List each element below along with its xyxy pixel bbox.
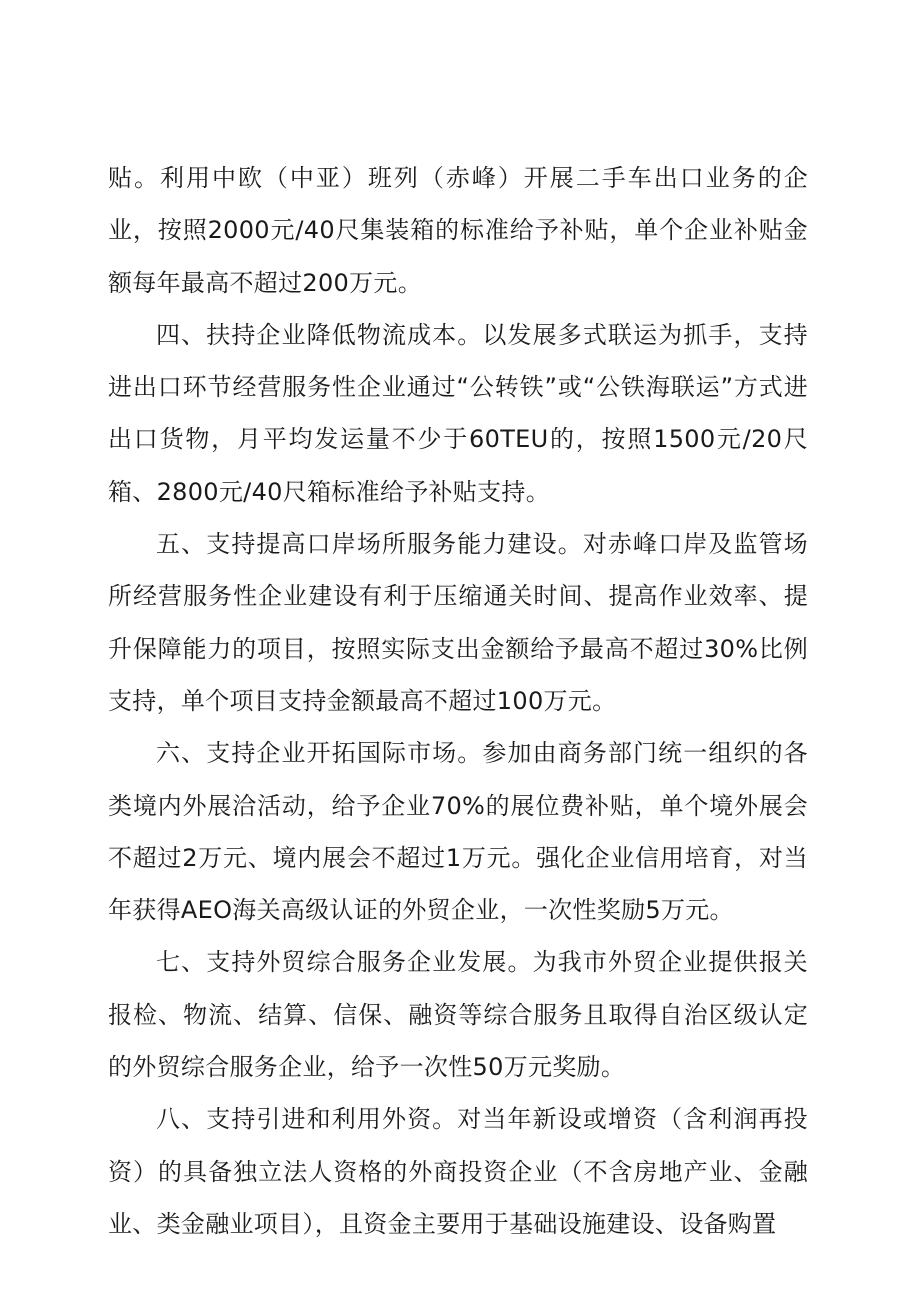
paragraph-item-6: 六、支持企业开拓国际市场。参加由商务部门统一组织的各类境内外展洽活动，给予企业70%的展位费补贴，单个境外展会不超过2万元、境内展会不超过1万元。强化企业信用培育，对当年获得AEO海关高级认证的外贸企业，一次性奖励5万元。 — [108, 739, 808, 925]
paragraph-item-5: 五、支持提高口岸场所服务能力建设。对赤峰口岸及监管场所经营服务性企业建设有利于压缩通关时间、提高作业效率、提升保障能力的项目，按照实际支出金额给予最高不超过30%比例支持，单个项目支持金额最高不超过100万元。 — [108, 530, 808, 715]
document-body — [108, 152, 808, 1250]
paragraph-item-8: 八、支持引进和利用外资。对当年新设或增资（含利润再投资）的具备独立法人资格的外商投资企业（不含房地产业、金融业、类金融业项目），且资金主要用于基础设施建设、设备购置 — [108, 1105, 808, 1238]
paragraph-item-4: 四、扶持企业降低物流成本。以发展多式联运为抓手，支持进出口环节经营服务性企业通过“公转铁”或“公铁海联运”方式进出口货物，月平均发运量不少于60TEU的，按照1500元/20尺箱、2800元/40尺箱标准给予补贴支持。 — [108, 320, 808, 506]
paragraph-item-7: 七、支持外贸综合服务企业发展。为我市外贸企业提供报关报检、物流、结算、信保、融资等综合服务且取得自治区级认定的外贸综合服务企业，给予一次性50万元奖励。 — [108, 948, 808, 1082]
paragraph-continuation: 贴。利用中欧（中亚）班列（赤峰）开展二手车出口业务的企业，按照2000元/40尺集装箱的标准给予补贴，单个企业补贴金额每年最高不超过200万元。 — [108, 164, 808, 297]
